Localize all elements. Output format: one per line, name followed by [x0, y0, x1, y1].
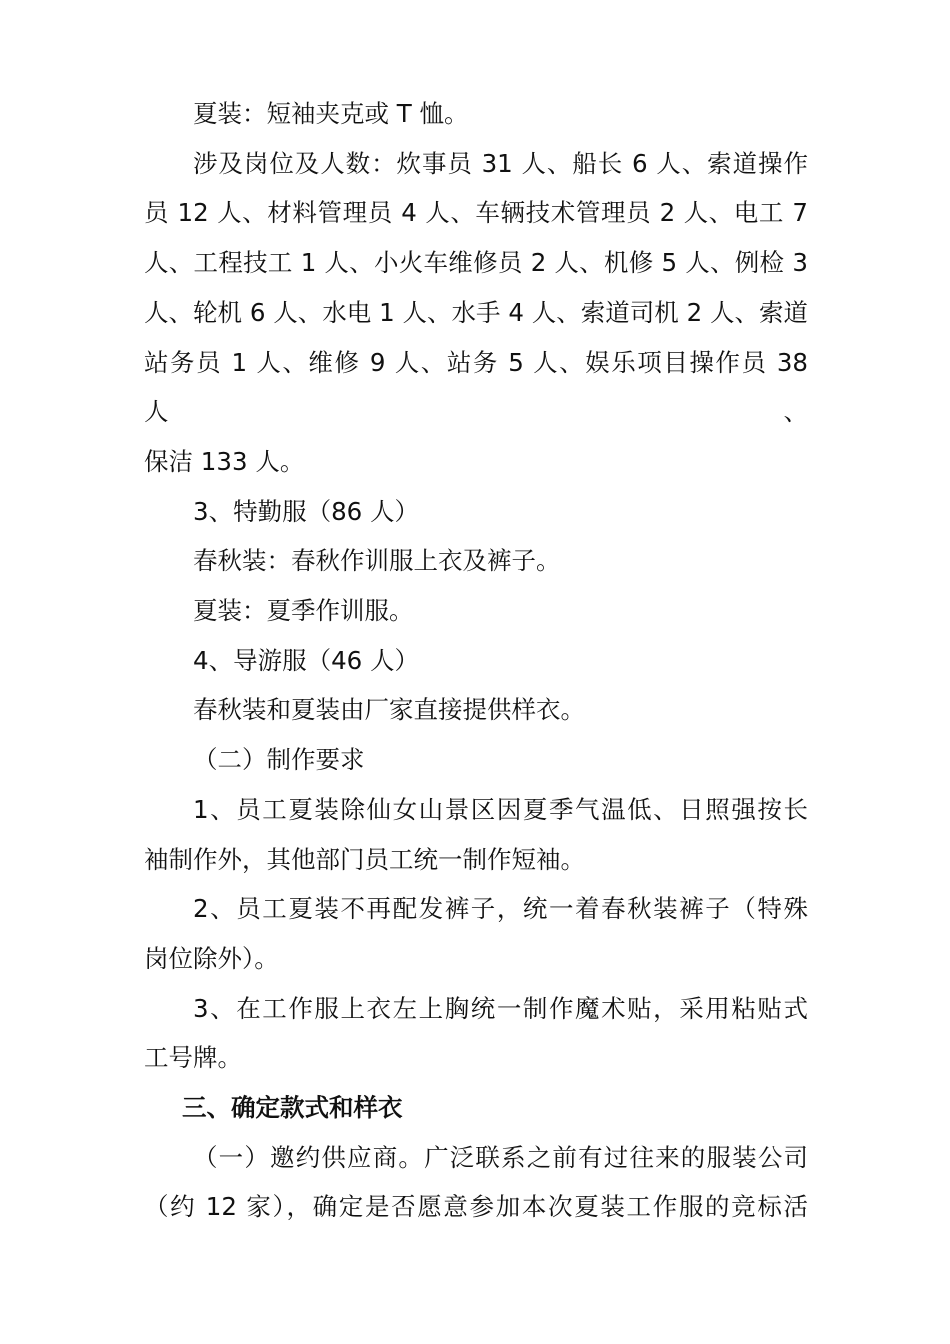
text-line: 夏装：夏季作训服。 — [193, 596, 414, 626]
paragraph-summer-training-wear — [144, 586, 808, 636]
text-line: 2、员工夏装不再配发裤子，统一着春秋装裤子（特殊 — [193, 894, 808, 924]
paragraph-requirement-1 — [144, 785, 808, 884]
text-line: 员 12 人、材料管理员 4 人、车辆技术管理员 2 人、电工 7 — [144, 198, 808, 228]
text-line: （一）邀约供应商。广泛联系之前有过往来的服装公司 — [193, 1142, 808, 1172]
text-line: 保洁 133 人。 — [144, 446, 305, 476]
text-line: 人、工程技工 1 人、小火车维修员 2 人、机修 5 人、例检 3 — [144, 248, 808, 278]
text-line: 岗位除外）。 — [144, 943, 279, 973]
section-heading-style-samples — [144, 1083, 808, 1133]
paragraph-requirement-3 — [144, 984, 808, 1083]
text-line: （约 12 家），确定是否愿意参加本次夏装工作服的竞标活 — [144, 1192, 808, 1222]
text-line: 袖制作外，其他部门员工统一制作短袖。 — [144, 844, 585, 874]
text-line: 3、特勤服（86 人） — [193, 496, 420, 526]
document-body — [144, 89, 808, 1232]
paragraph-special-duty-uniform — [144, 487, 808, 537]
paragraph-invite-suppliers — [144, 1133, 808, 1232]
section-heading-production-requirements — [144, 735, 808, 785]
text-line: （二）制作要求 — [193, 745, 365, 775]
paragraph-spring-autumn-wear — [144, 536, 808, 586]
paragraph-requirement-2 — [144, 884, 808, 983]
text-line: 工号牌。 — [144, 1043, 242, 1073]
text-line: 三、确定款式和样衣 — [182, 1093, 403, 1123]
text-line: 人、轮机 6 人、水电 1 人、水手 4 人、索道司机 2 人、索道 — [144, 297, 808, 327]
text-line: 1、员工夏装除仙女山景区因夏季气温低、日照强按长 — [193, 794, 808, 824]
text-line: 涉及岗位及人数：炊事员 31 人、船长 6 人、索道操作 — [193, 148, 808, 178]
text-line: 夏装：短袖夹克或 T 恤。 — [193, 99, 469, 128]
text-line: 4、导游服（46 人） — [193, 645, 420, 675]
text-line: 春秋装和夏装由厂家直接提供样衣。 — [193, 695, 585, 725]
paragraph-guide-uniform — [144, 636, 808, 686]
paragraph-sample-supply — [144, 685, 808, 735]
text-line: 春秋装：春秋作训服上衣及裤子。 — [193, 546, 561, 576]
paragraph-summer-wear — [144, 89, 808, 139]
text-line: 站务员 1 人、维修 9 人、站务 5 人、娱乐项目操作员 38 人、 — [144, 347, 808, 427]
paragraph-positions-headcount — [144, 139, 808, 487]
text-line: 3、在工作服上衣左上胸统一制作魔术贴，采用粘贴式 — [193, 993, 808, 1023]
